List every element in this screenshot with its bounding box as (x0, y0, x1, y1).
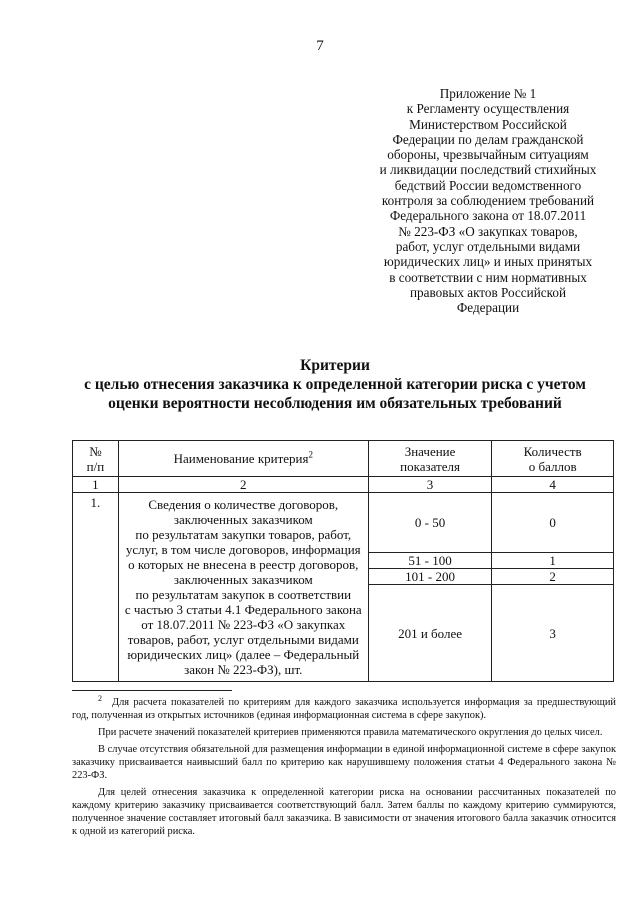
score-value: 2 (492, 569, 614, 585)
column-number: 3 (368, 477, 492, 493)
header-score-line: о баллов (528, 458, 577, 474)
indicator-value: 201 и более (368, 585, 492, 682)
footnote-text: Для расчета показателей по критериям для каждого заказчика используется информация за предшествующий год, полученная из открытых источников (единая информационная система в сфере закупок). (72, 697, 616, 721)
header-criterion-name (118, 441, 368, 477)
indicator-value: 101 - 200 (368, 569, 492, 585)
appendix-line: Федерального закона от 18.07.2011 (389, 208, 587, 224)
appendix-line: работ, услуг отдельными видами (395, 238, 581, 254)
footnote-paragraph: В случае отсутствия обязательной для размещения информации в единой информационной системе в сфере закупок заказчику присваивается наивысший балл по критерию как нарушившему положения статьи 4 Федерального закона № 223-ФЗ. (72, 744, 616, 781)
title-line: с целью отнесения заказчика к определенной категории риска с учетом (84, 376, 586, 393)
appendix-line: правовых актов Российской (410, 284, 566, 300)
appendix-header (372, 86, 604, 315)
appendix-line: Федерации (456, 300, 520, 316)
criterion-line: от 18.07.2011 № 223-ФЗ «О закупках (141, 617, 346, 632)
appendix-line: обороны, чрезвычайным ситуациям (387, 147, 589, 163)
footnote-paragraph (72, 693, 616, 722)
table-header-row (73, 441, 614, 477)
column-number: 1 (73, 477, 119, 493)
criterion-description (118, 493, 368, 682)
column-number: 4 (492, 477, 614, 493)
header-number-line: № (89, 443, 102, 459)
header-criterion-label: Наименование критерия (173, 451, 309, 466)
appendix-line: в соответствии с ним нормативных (389, 269, 587, 285)
footnote-divider (72, 690, 232, 691)
header-number (73, 441, 119, 477)
title-line: оценки вероятности несоблюдения им обязательных требований (108, 395, 562, 412)
footnote-paragraph: При расчете значений показателей критериев применяются правила математического округления до целых чисел. (98, 727, 603, 738)
footnote-mark: 2 (98, 693, 102, 703)
header-value-line: показателя (400, 458, 460, 474)
score-value: 1 (492, 553, 614, 569)
criterion-line: заключенных заказчиком (173, 512, 313, 527)
appendix-line: Федерации по делам гражданской (392, 131, 584, 147)
row-number: 1. (73, 493, 119, 682)
header-score (492, 441, 614, 477)
page-number: 7 (316, 38, 324, 54)
footnotes (72, 693, 616, 842)
criterion-line: Сведения о количестве договоров, (148, 497, 339, 512)
criterion-line: товаров, работ, услуг отдельными видами (127, 632, 359, 647)
criterion-line: с частью 3 статьи 4.1 Федерального закона (124, 602, 362, 617)
table-row (73, 493, 614, 553)
indicator-value: 51 - 100 (368, 553, 492, 569)
column-number: 2 (118, 477, 368, 493)
header-number-line: п/п (86, 458, 105, 474)
appendix-line: контроля за соблюдением требований (381, 193, 595, 209)
score-value: 0 (492, 493, 614, 553)
footnote-ref: 2 (308, 449, 313, 460)
appendix-line: и ликвидации последствий стихийных (379, 162, 597, 178)
criterion-line: юридических лиц» (далее – Федеральный (127, 647, 360, 662)
header-value-line: Значение (404, 443, 456, 459)
document-title (40, 356, 630, 413)
footnote-paragraph: Для целей отнесения заказчика к определенной категории риска на основании рассчитанных показателей по каждому критерию заказчику присваивается соответствующий балл. Затем баллы по каждому критерию суммируются, полученное значение составляет итоговый балл заказчика. В зависимости от значения итогового балла заказчик относится к одной из категорий риска. (72, 787, 616, 837)
criterion-line: заключенных заказчиком (173, 572, 313, 587)
criteria-table (72, 440, 614, 682)
criterion-line: о которых не внесена в реестр договоров, (128, 557, 359, 572)
score-value: 3 (492, 585, 614, 682)
criterion-line: закон № 223-ФЗ), шт. (184, 662, 303, 677)
criterion-line: по результатам закупок в соответствии (135, 587, 352, 602)
header-score-line: Количеств (523, 443, 582, 459)
appendix-line: юридических лиц» и иных принятых (383, 254, 593, 270)
column-number-row (73, 477, 614, 493)
criterion-line: по результатам закупки товаров, работ, (135, 527, 352, 542)
appendix-line: к Регламенту осуществления (406, 101, 570, 117)
criterion-line: услуг, в том числе договоров, информация (125, 542, 361, 557)
appendix-line: Министерством Российской (409, 116, 567, 132)
indicator-value: 0 - 50 (368, 493, 492, 553)
appendix-line: № 223-ФЗ «О закупках товаров, (398, 223, 578, 239)
appendix-line: Приложение № 1 (439, 86, 537, 101)
title-line: Критерии (300, 357, 370, 374)
header-value (368, 441, 492, 477)
appendix-line: бедствий России ведомственного (394, 177, 582, 193)
